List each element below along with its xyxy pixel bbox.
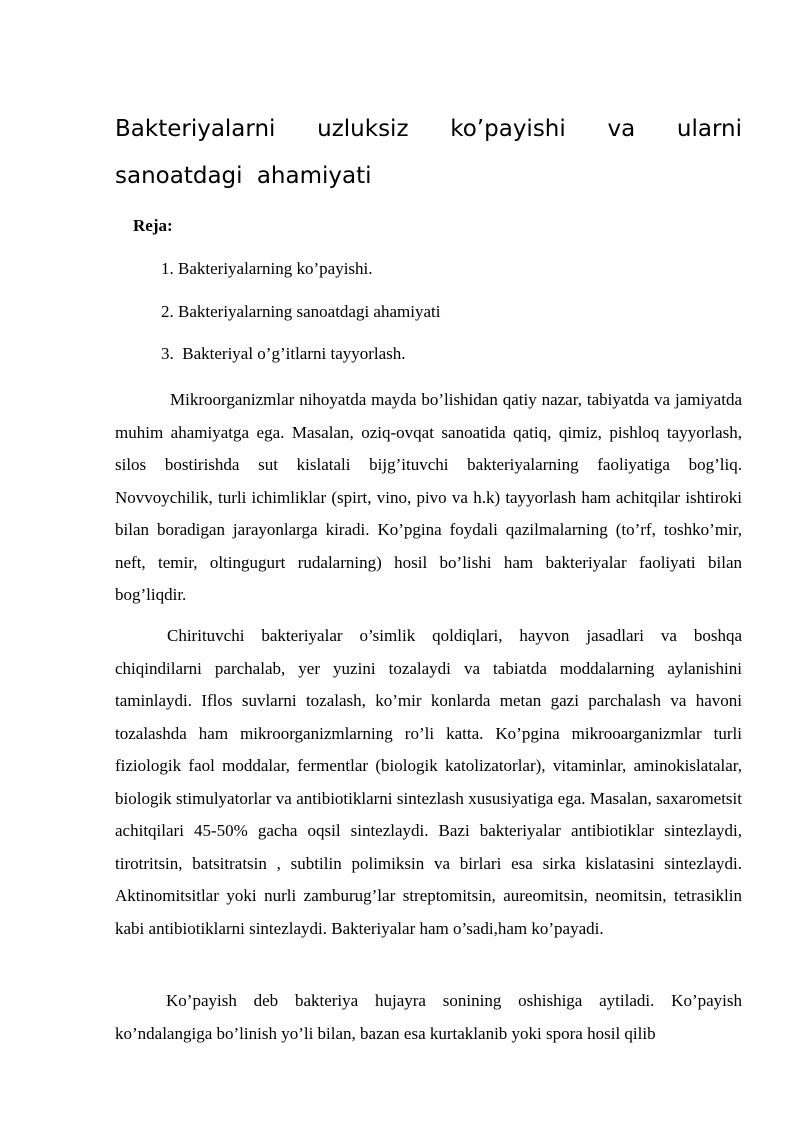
plan-list	[161, 258, 440, 386]
body-paragraph: Ko’payish deb bakteriya hujayra sonining oshishiga aytiladi. Ko’payish ko’ndalangiga bo’linish yo’li bilan, bazan esa kurtaklanib yoki spora hosil qilib	[115, 991, 742, 1043]
plan-heading: Reja:	[133, 216, 173, 235]
body-paragraph: Mikroorganizmlar nihoyatda mayda bo’lishidan qatiy nazar, tabiyatda va jamiyatda muhim ahamiyatga ega. Masalan, oziq-ovqat sanoatida qatiq, qimiz, pishloq tayyorlash, silos bostirishda sut kislatali bijg’ituvchi bakteriyalarning faoliyatiga bog’liq. Novvoychilik, turli ichimliklar (spirt, vino, pivo va h.k) tayyorlash ham achitqilar ishtiroki bilan boradigan jarayonlarga kiradi. Ko’pgina foydali qazilmalarning (to’rf, toshko’mir, neft, temir, oltingugurt rudalarning) hosil bo’lishi ham bakteriyalar faoliyati bilan bog’liqdir.	[115, 390, 742, 604]
plan-item: 1. Bakteriyalarning ko’payishi.	[161, 259, 373, 278]
plan-item: 2. Bakteriyalarning sanoatdagi ahamiyati	[161, 301, 441, 321]
body-paragraph: Chirituvchi bakteriyalar o’simlik qoldiqlari, hayvon jasadlari va boshqa chiqindilarni parchalab, yer yuzini tozalaydi va tabiatda moddalarning aylanishini taminlaydi. Iflos suvlarni tozalash, ko’mir konlarda metan gazi parchalash va havoni tozalashda ham mikroorganizmlarning ro’li katta. Ko’pgina mikrooarganizmlar turli fiziologik faol moddalar, fermentlar (biologik katolizatorlar), vitaminlar, aminokislatalar, biologik stimulyatorlar va antibiotiklarni sintezlash xususiyatiga ega. Masalan, saxarometsit achitqilari 45-50% gacha oqsil sintezlaydi. Bazi bakteriyalar antibiotiklar sintezlaydi, tirotritsin, batsitratsin , subtilin polimiksin va birlari esa sirka kislatasini sintezlaydi. Aktinomitsitlar yoki nurli zamburug’lar streptomitsin, aureomitsin, neomitsin, tetrasiklin kabi antibiotiklarni sintezlaydi. Bakteriyalar ham o’sadi,ham ko’payadi.	[115, 626, 742, 938]
document-title: Bakteriyalarni uzluksiz ko’payishi va ularni sanoatdagi ahamiyati	[115, 116, 742, 189]
plan-item: 3. Bakteriyal o’g’itlarni tayyorlash.	[161, 344, 406, 363]
